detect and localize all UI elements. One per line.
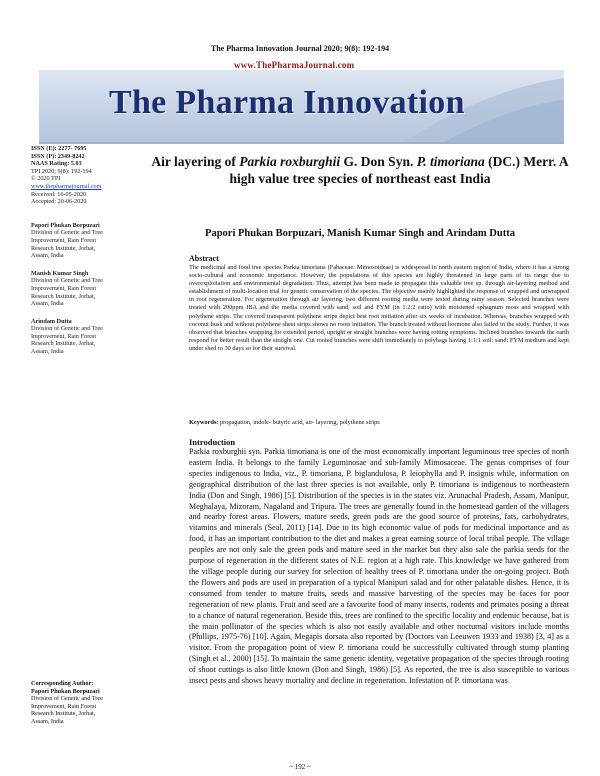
title-text: (DC.) Merr. A high value tree species of northeast east India — [229, 154, 569, 186]
affiliation-line: Improvement, Rain Forest — [31, 332, 97, 340]
paper-authors: Papori Phukan Borpuzari, Manish Kumar Singh and Arindam Dutta — [205, 228, 515, 239]
author-name: Papori Phukan Borpuzari — [31, 221, 100, 229]
article-info-sidebar — [31, 145, 141, 356]
affiliation-line: Assam, India — [31, 717, 64, 725]
accepted-date: Accepted: 20-06-2020 — [31, 198, 87, 206]
affiliation-line: Division of Genetic and Tree — [31, 325, 103, 333]
author-name: Manish Kumar Singh — [31, 269, 89, 277]
abstract-heading: Abstract — [189, 254, 219, 263]
naas-rating: NAAS Rating: 5.03 — [31, 160, 82, 168]
journal-banner — [39, 70, 564, 144]
title-species: P. timoriana — [416, 154, 485, 169]
journal-citation-line: The Pharma Innovation Journal 2020; 9(8): 192-194 — [210, 44, 390, 53]
article-meta — [31, 145, 141, 206]
affiliation-line: Research Institute, Jorhat, — [31, 340, 96, 348]
affiliation-line: Division of Genetic and Tree — [31, 695, 103, 703]
issn-e: ISSN (E): 2277- 7695 — [31, 145, 87, 152]
title-species: Parkia roxburghii — [239, 154, 341, 169]
introduction-heading: Introduction — [189, 437, 236, 447]
introduction-text: Parkia roxburghii syn. Parkia timoriana is one of the most economically important leguminous tree species of north eastern India. It belongs to the family Leguminosae and sub-family Mimosaceae. The genus comprises of four species indigenous to India, viz., P. timoriana, P. biglandulosa, P. leiophylla and P. insignis while, information on geographical distribution of the last three species is not available, only P. timoriana is indigenous to northeastern India (Don and Singh, 1986) [5]. Distribution of the species is in the states viz. Arunachal Pradesh, Assam, Manipur, Meghalaya, Mizoram, Nagaland and Tripura. The trees are generally found in the homestead garden of the villagers and nearby forest areas. Flowers, mature seeds, green pods are the good source of proteins, fats, carbohydrates, vitamins and minerals (Seal, 2011) [14]. Due to its high economic value of pods for medicinal importance and as food, it has an important contribution to the diet and makes a great earning source of local tribal people. The village peoples are not only sale the green pods and mature seed in the market but they also sale the parkia seeds for the purpose of regeneration in the different states of N.E. region at a high rate. This knowledge we have gathered from the village people during our survey for selection of healthy trees of P. timoriana under the on-going project. Both the flowers and pods are used in preparation of a typical Manipuri salad and for other palatable dishes. Hence, it is consumed from tender to mature fruits, seeds and massive harvesting of the species may be faces for poor regeneration of new plants. Fruit and seed are a favourite food of many insects, rodents and primates posing a threat to a chance of natural regeneration. Beside this, trees are confined to the specific locality and endemic because, bat is the main pollinator of the species which is also not easily available and other nocturnal visitors include months (Phillips, 1975-76) [10]. Again, Megapis dorsata also reported by (Doctors van Leeuwen 1933 and 1938) [3, 4] as a visitor. From the propagation point of view P. timoriana could be successfully cultivated through stump planting (Singh et al., 2000) [15]. To maintain the same genetic identity, vegetative propagation of the species through rooting of shoot cuttings is also little known (Don and Singh, 1986) [5]. As reported, the tree is also susceptible to various insect pests and shows heavy mortality and decline in regeneration. Infestation of P. timoriana was — [189, 447, 569, 686]
page-number: ~ 192 ~ — [289, 763, 311, 771]
affiliation-line: Research Institute, Jorhat, — [31, 710, 96, 718]
journal-website-url[interactable]: www.ThePharmaJournal.com — [234, 60, 355, 70]
corresponding-label: Corresponding Author: — [31, 680, 94, 687]
issn-p: ISSN (P): 2349-8242 — [31, 152, 85, 160]
affiliation-line: Improvement, Rain Forest — [31, 236, 97, 244]
author-name: Arindam Dutta — [31, 317, 72, 325]
corresponding-name: Papori Phukan Borpuzari — [31, 687, 100, 695]
affiliation-line: Research Institute, Jorhat, — [31, 244, 96, 252]
author-affiliation-3 — [31, 318, 141, 356]
journal-link[interactable]: www.thepharmajournal.com — [31, 182, 102, 190]
affiliation-line: Assam, India — [31, 348, 64, 356]
title-text: G. Don Syn. — [340, 154, 417, 169]
title-text: Air layering of — [151, 154, 240, 169]
paper-title — [150, 153, 570, 187]
author-affiliation-1 — [31, 222, 141, 260]
affiliation-line: Division of Genetic and Tree — [31, 277, 103, 285]
copyright: © 2020 TPI — [31, 175, 61, 183]
keywords — [189, 419, 569, 426]
corresponding-author — [31, 680, 141, 726]
tpi-citation: TPI 2020; 9(8): 192-194 — [31, 167, 92, 175]
affiliation-line: Improvement, Rain Forest — [31, 284, 97, 292]
affiliation-line: Improvement, Rain Forest — [31, 702, 97, 710]
affiliation-line: Assam, India — [31, 252, 64, 260]
keywords-list: propagation, indole- butyric acid, air- layering, polythene strips — [219, 419, 380, 426]
banner-title: The Pharma Innovation — [109, 84, 465, 121]
author-affiliation-2 — [31, 270, 141, 308]
received-date: Received: 16-05-2020 — [31, 190, 87, 198]
abstract-text: The medicinal and food tree species Parkia timoriana (Fabaceae: Mimosoideae) is widespread in north eastern region of India, where it has a strong socio-cultural and economic importance. However, the populations of this species are highly threatened in large parts of its range due to overexploitation and environmental degradation. Thus, attempt has been made to propagate this valuable tree sp. through air-layering method and establishment of multi-location trial for genetic conservation of the species. The objective mainly highlighted the response of wrapped and unwrapped in root regeneration. For regeneration through air layering, two different rooting media were tested during rainy season. Selected branches were treated with 200ppm IBA and the media covered with sand, soil and FYM (in 1:2:2 ratio) with moistened sphagnum moss and wrapped with polythene strips. The covered transparent polythene strips depict best root initiation after six weeks of incubation. Whereas, branches wrapped with coconut husk and without polythene sheet strips shows no roots initiation. The branch treated without hormone also failed in the study. Further, it was observed that branches wrapping for extended period, upright or straight branches were having rotting symptoms. Inclined branches towards the earth respond for better result than the straight one. Cut rooted branches were shift immediately to polybags having 1:1:1 soil: sand: FYM medium and kept under shed to 30 days so for their survival. — [189, 264, 569, 352]
affiliation-line: Division of Genetic and Tree — [31, 229, 103, 237]
affiliation-line: Research Institute, Jorhat, — [31, 292, 96, 300]
keywords-label: Keywords: — [189, 419, 219, 426]
affiliation-line: Assam, India — [31, 300, 64, 308]
